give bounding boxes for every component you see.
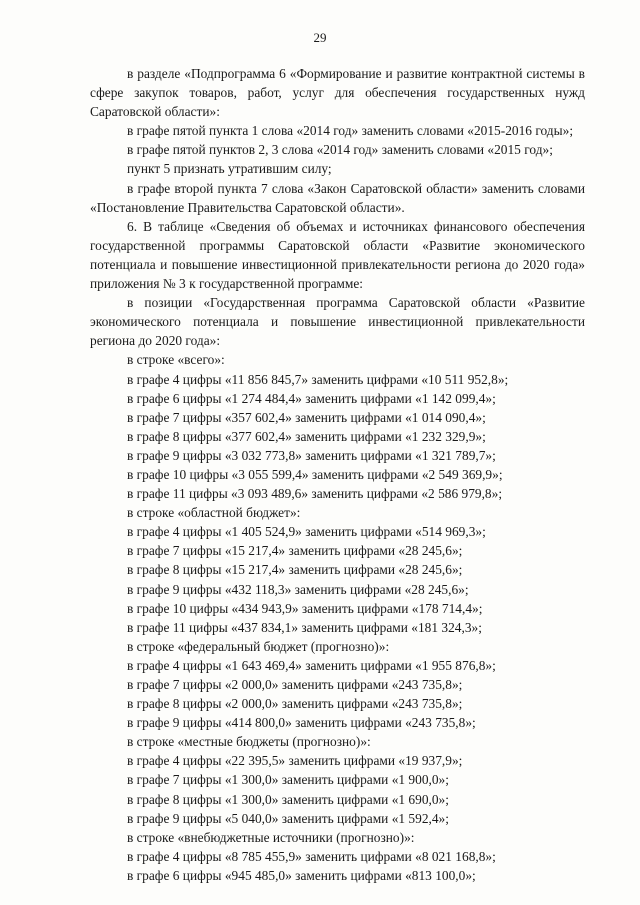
amendment-line: в графе 8 цифры «1 300,0» заменить цифрами «1 690,0»; <box>127 791 449 807</box>
amendment-line: в графе 6 цифры «945 485,0» заменить цифрами «813 100,0»; <box>127 867 476 883</box>
amendment-line: в графе 11 цифры «3 093 489,6» заменить цифрами «2 586 979,8»; <box>127 486 503 502</box>
amendment-line: в графе 9 цифры «414 800,0» заменить цифрами «243 735,8»; <box>127 715 476 731</box>
amendment-line: в графе 8 цифры «377 602,4» заменить цифрами «1 232 329,9»; <box>127 428 486 444</box>
amendment-line: в графе 8 цифры «2 000,0» заменить цифрами «243 735,8»; <box>127 696 463 712</box>
amendment-line: в графе 7 цифры «357 602,4» заменить цифрами «1 014 090,4»; <box>127 409 486 425</box>
amendment-line: в графе 7 цифры «1 300,0» заменить цифрами «1 900,0»; <box>127 772 449 788</box>
amendment-line: в графе 4 цифры «1 643 469,4» заменить цифрами «1 955 876,8»; <box>127 657 496 673</box>
amendment-line: пункт 5 признать утратившим силу; <box>127 161 332 177</box>
amendment-line: в графе 4 цифры «1 405 524,9» заменить цифрами «514 969,3»; <box>127 524 486 540</box>
amendment-line: в графе 6 цифры «1 274 484,4» заменить цифрами «1 142 099,4»; <box>127 390 496 406</box>
page-number: 29 <box>313 30 327 45</box>
document-body <box>90 64 585 885</box>
row-group-header: в строке «местные бюджеты (прогнозно)»: <box>127 734 371 750</box>
amendment-line: в графе 9 цифры «5 040,0» заменить цифрами «1 592,4»; <box>127 810 449 826</box>
amendment-groups <box>90 350 585 885</box>
paragraph-section-6: 6. В таблице «Сведения об объемах и источниках финансового обеспечения государственной программы Саратовской области «Развитие экономического потенциала и повышение инвестиционной привлекательности региона до 2020 года» приложения № 3 к государственной программе: <box>90 218 585 292</box>
paragraph-item-7: в графе второй пункта 7 слова «Закон Саратовской области» заменить словами «Постановление Правительства Саратовской области». <box>90 180 585 215</box>
amendment-line: в графе 11 цифры «437 834,1» заменить цифрами «181 324,3»; <box>127 619 482 635</box>
amendment-line: в графе 9 цифры «3 032 773,8» заменить цифрами «1 321 789,7»; <box>127 447 496 463</box>
amendment-line: в графе 10 цифры «434 943,9» заменить цифрами «178 714,4»; <box>127 600 483 616</box>
amendment-line: в графе 10 цифры «3 055 599,4» заменить цифрами «2 549 369,9»; <box>127 466 503 482</box>
amendment-line: в графе 4 цифры «22 395,5» заменить цифрами «19 937,9»; <box>127 753 463 769</box>
amendment-line: в графе 8 цифры «15 217,4» заменить цифрами «28 245,6»; <box>127 562 463 578</box>
amendment-line: в графе пятой пунктов 2, 3 слова «2014 год» заменить словами «2015 год»; <box>127 142 553 158</box>
amendment-line: в графе 9 цифры «432 118,3» заменить цифрами «28 245,6»; <box>127 581 469 597</box>
amendment-line: в графе 4 цифры «11 856 845,7» заменить цифрами «10 511 952,8»; <box>127 371 509 387</box>
row-group-header: в строке «внебюджетные источники (прогнозно)»: <box>127 829 415 845</box>
intro-paragraph: в разделе «Подпрограмма 6 «Формирование и развитие контрактной системы в сфере закупок товаров, работ, услуг для обеспечения государственных нужд Саратовской области»: <box>90 66 585 120</box>
row-group-header: в строке «областной бюджет»: <box>127 505 301 521</box>
paragraph-position: в позиции «Государственная программа Саратовской области «Развитие экономического потенциала и повышение инвестиционной привлекательности региона до 2020 года»: <box>90 295 585 349</box>
amendment-line: в графе 7 цифры «2 000,0» заменить цифрами «243 735,8»; <box>127 677 463 692</box>
amendment-line: в графе 4 цифры «8 785 455,9» заменить цифрами «8 021 168,8»; <box>127 848 496 864</box>
row-group-header: в строке «всего»: <box>127 352 225 368</box>
row-group-header: в строке «федеральный бюджет (прогнозно)»: <box>127 638 390 654</box>
amendment-line: в графе пятой пункта 1 слова «2014 год» заменить словами «2015-2016 годы»; <box>127 123 574 139</box>
amendment-line: в графе 7 цифры «15 217,4» заменить цифрами «28 245,6»; <box>127 543 463 559</box>
